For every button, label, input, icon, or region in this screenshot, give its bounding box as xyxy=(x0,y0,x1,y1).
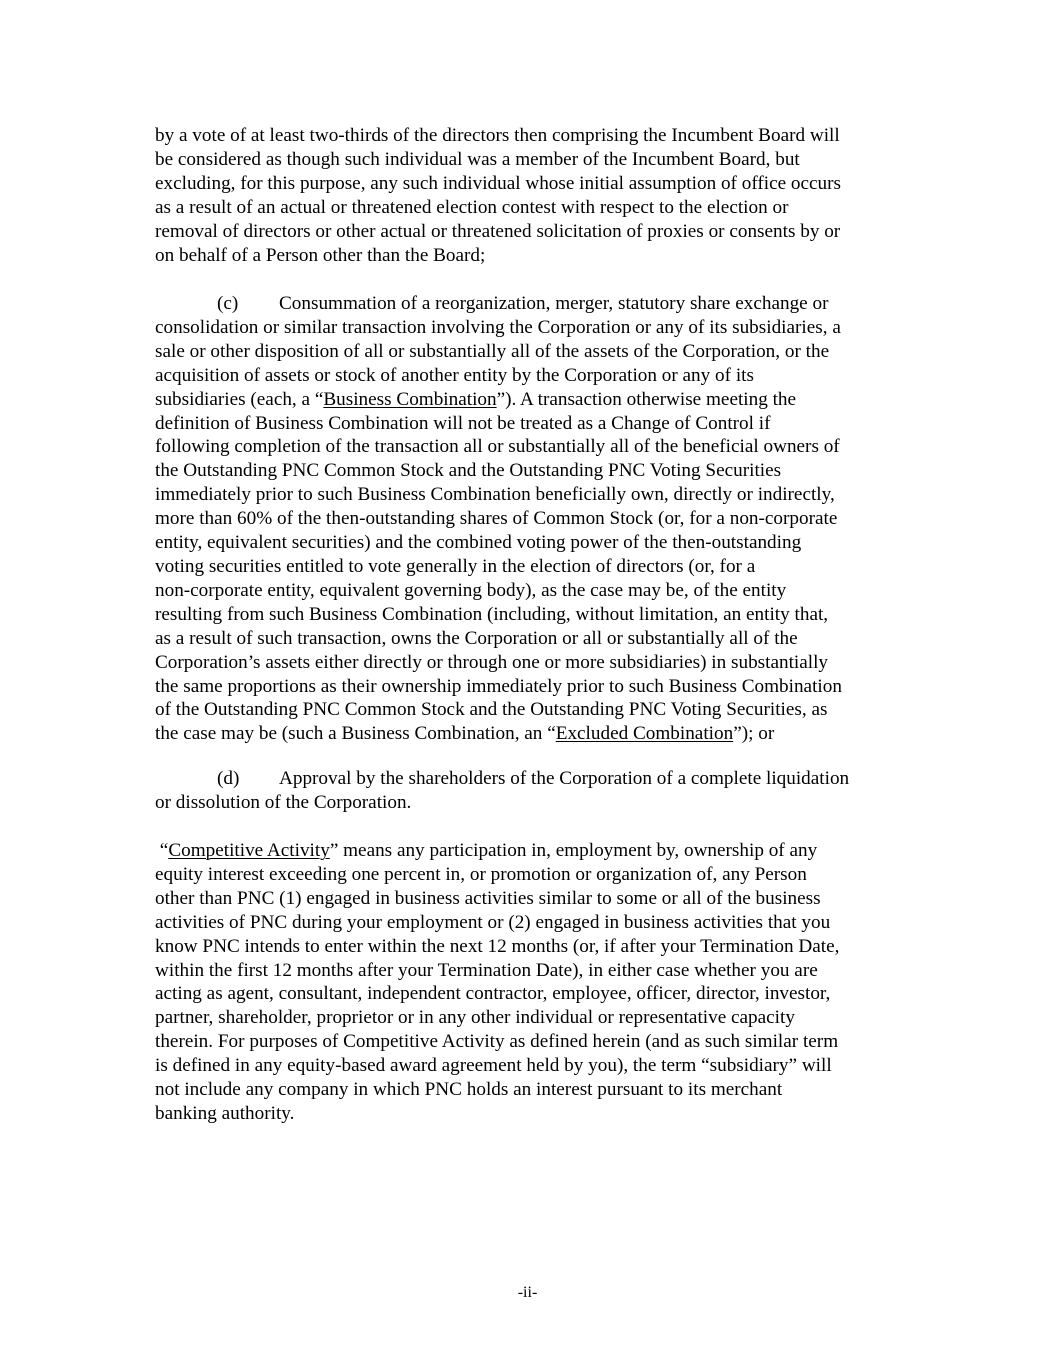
text-fragment: ”); or xyxy=(733,723,775,745)
text-line: acting as agent, consultant, independent contractor, employee, officer, director, investor, xyxy=(155,983,831,1005)
text-line xyxy=(155,722,900,746)
defined-term-competitive-activity: Competitive Activity xyxy=(168,840,330,861)
clause-label-c: (c) xyxy=(217,293,239,314)
text-line: be considered as though such individual was a member of the Incumbent Board, but xyxy=(155,148,800,170)
text-line: partner, shareholder, proprietor or in any other individual or representative capacity xyxy=(155,1007,795,1029)
defined-term-excluded-combination: Excluded Combination xyxy=(555,723,734,745)
clause-c-first-line: Consummation of a reorganization, merger, statutory share exchange or xyxy=(279,293,829,314)
text-line xyxy=(155,292,900,316)
page-number: -ii- xyxy=(517,1284,538,1301)
text-line: more than 60% of the then-outstanding shares of Common Stock (or, for a non-corporate xyxy=(155,508,838,530)
text-line: following completion of the transaction all or substantially all of the beneficial owners of xyxy=(155,436,840,458)
text-line: removal of directors or other actual or threatened solicitation of proxies or consents by or xyxy=(155,220,841,242)
text-line: not include any company in which PNC holds an interest pursuant to its merchant xyxy=(155,1079,783,1101)
text-line: other than PNC (1) engaged in business activities similar to some or all of the business xyxy=(155,887,821,909)
text-line: of the Outstanding PNC Common Stock and the Outstanding PNC Voting Securities, as xyxy=(155,699,828,721)
text-line: immediately prior to such Business Combination beneficially own, directly or indirectly, xyxy=(155,484,835,506)
paragraph-c-business-combination xyxy=(155,292,900,746)
text-line: therein. For purposes of Competitive Activity as defined herein (and as such similar term xyxy=(155,1031,839,1053)
text-line: as a result of such transaction, owns the Corporation or all or substantially all of the xyxy=(155,627,798,649)
defined-term-business-combination: Business Combination xyxy=(323,388,497,410)
text-fragment: ” means any participation in, employment by, ownership of any xyxy=(329,840,818,861)
paragraph-competitive-activity xyxy=(155,839,900,1126)
text-line: Corporation’s assets either directly or through one or more subsidiaries) in substantially xyxy=(155,651,829,673)
text-line xyxy=(155,767,900,791)
text-line: the Outstanding PNC Common Stock and the Outstanding PNC Voting Securities xyxy=(155,460,782,482)
text-line: the same proportions as their ownership immediately prior to such Business Combination xyxy=(155,675,842,697)
text-line: entity, equivalent securities) and the combined voting power of the then-outstanding xyxy=(155,532,802,554)
paragraph-d-liquidation xyxy=(155,767,900,815)
text-line: or dissolution of the Corporation. xyxy=(155,791,412,813)
text-line: equity interest exceeding one percent in, or promotion or organization of, any Person xyxy=(155,863,807,885)
clause-d-first-line: Approval by the shareholders of the Corporation of a complete liquidation xyxy=(279,768,850,789)
text-line: activities of PNC during your employment or (2) engaged in business activities that you xyxy=(155,911,831,933)
text-line xyxy=(155,839,900,863)
text-line: definition of Business Combination will not be treated as a Change of Control if xyxy=(155,412,771,434)
text-line: is defined in any equity-based award agreement held by you), the term “subsidiary” will xyxy=(155,1055,832,1077)
text-fragment: subsidiaries (each, a “ xyxy=(155,388,324,410)
clause-label-d: (d) xyxy=(217,768,240,789)
text-line: sale or other disposition of all or substantially all of the assets of the Corporation, or the xyxy=(155,340,830,362)
text-line: by a vote of at least two-thirds of the directors then comprising the Incumbent Board will xyxy=(155,125,840,146)
text-line: resulting from such Business Combination (including, without limitation, an entity that, xyxy=(155,603,829,625)
text-fragment: “ xyxy=(155,840,169,861)
text-line: excluding, for this purpose, any such individual whose initial assumption of office occurs xyxy=(155,172,841,194)
paragraph-incumbent-board xyxy=(155,124,900,267)
text-line: consolidation or similar transaction involving the Corporation or any of its subsidiaries, a xyxy=(155,316,841,338)
text-line: on behalf of a Person other than the Board; xyxy=(155,244,486,266)
text-line: acquisition of assets or stock of another entity by the Corporation or any of its xyxy=(155,364,754,386)
text-fragment: the case may be (such a Business Combination, an “ xyxy=(155,723,556,745)
text-line: non-corporate entity, equivalent governing body), as the case may be, of the entity xyxy=(155,579,787,601)
text-line: banking authority. xyxy=(155,1102,295,1124)
text-line xyxy=(155,388,900,412)
text-line: know PNC intends to enter within the next 12 months (or, if after your Termination Date, xyxy=(155,935,840,957)
text-line: within the first 12 months after your Termination Date), in either case whether you are xyxy=(155,959,818,981)
text-line: voting securities entitled to vote generally in the election of directors (or, for a xyxy=(155,555,756,577)
text-line: as a result of an actual or threatened election contest with respect to the election or xyxy=(155,196,789,218)
text-fragment: ”). A transaction otherwise meeting the xyxy=(496,388,797,410)
